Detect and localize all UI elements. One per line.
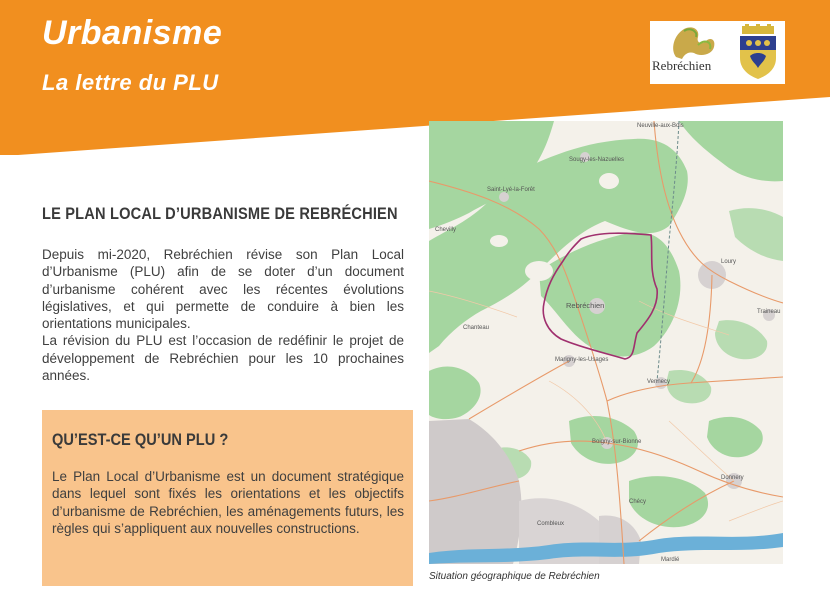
intro-text [42,246,404,384]
map-label-donnery: Donnery [721,475,744,481]
map-label-combleux: Combleux [537,521,565,527]
map-label-sougy: Sougy-les-Nazuelles [569,157,625,163]
box-text: Le Plan Local d’Urbanisme est un document stratégique dans lequel sont fixés les orientations et les objectifs d’urbanisme de Rebréchien, les aménagements futurs, les règles qui s’appliquent aux nouvelles constructions. [52,469,404,536]
page-subtitle: La lettre du PLU [42,70,219,95]
section-heading: LE PLAN LOCAL D’URBANISME DE REBRÉCHIEN [42,204,398,223]
map-label-chec: Chécy [629,499,647,505]
map-label-rebrechien: Rebréchien [566,301,605,310]
box-title: QU’EST-CE QU’UN PLU ? [52,430,229,449]
map-label-boigny: Boigny-sur-Bionne [592,439,642,445]
intro-paragraph-1: Depuis mi-2020, Rebréchien révise son Plan Local d’Urbanisme (PLU) afin de se doter d’un document d’urbanisme cohérent avec les récentes évolutions législatives, et qui permette de conduire à bien les orientations municipales. [42,247,404,332]
map-label-mardie: Mardié [661,557,680,563]
map-label-chanteau: Chanteau [463,325,490,331]
map-label-saintlye: Saint-Lyé-la-Forêt [487,187,535,193]
intro-paragraph-2: La révision du PLU est l’occasion de redéfinir le projet de développement de Rebréchien pour les 10 prochaines années. [42,333,404,384]
logo-text: Rebréchien [652,58,712,73]
map-label-traineau: Traineau [757,309,781,315]
logos-panel [650,21,785,84]
page-title: Urbanisme [42,14,223,52]
map-label-marigny: Marigny-les-Usages [555,357,609,363]
plu-definition-box [42,410,413,586]
map-label-vennecy: Vennecy [647,379,671,385]
map-label-neuville: Neuville-aux-Bois [637,123,684,129]
map-label-loury: Loury [721,259,737,265]
map-caption: Situation géographique de Rebréchien [429,571,600,582]
location-map [429,121,783,564]
coat-of-arms-icon [736,24,780,80]
map-label-chevilly: Chevilly [435,227,457,233]
